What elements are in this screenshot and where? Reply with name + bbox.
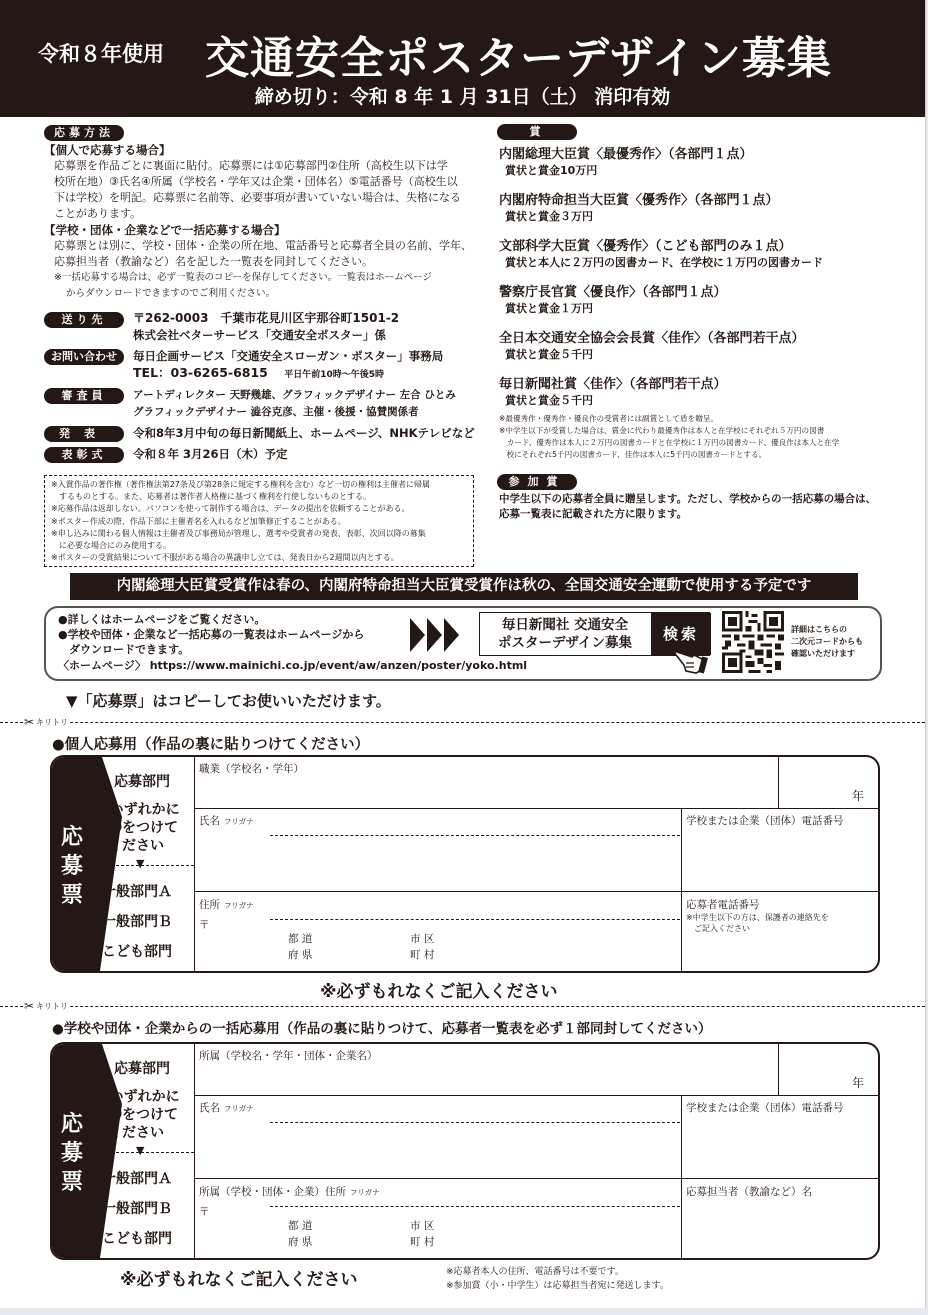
side-label-char: 募 [60, 1141, 83, 1166]
occupation-field[interactable] [195, 757, 778, 808]
instruction-line: ください [108, 1125, 164, 1141]
year-suffix: 年 [852, 789, 865, 803]
individual-heading: 【個人で応募する場合】 [44, 143, 171, 157]
instruction-line: ※いずれかに [96, 1089, 180, 1105]
method-text: 応募票とは別に、学校・団体・企業の所在地、電話番号と応募者全員の名前、学年、 [54, 239, 472, 252]
participation-text [499, 492, 876, 522]
prize-title: 警察庁長官賞〈優良作〉（各部門１点） [499, 285, 727, 300]
occupation-label: 職業（学校名・学年） [199, 763, 304, 775]
participation-line: 中学生以下の応募者全員に贈呈します。ただし、学校からの一括応募の場合は、 [499, 493, 877, 505]
scissors-icon: ✂ [24, 999, 35, 1013]
arrow-right-icon [427, 618, 442, 652]
category-instruction [96, 1088, 180, 1142]
category-option-kids[interactable]: こども部門 [102, 944, 172, 960]
qr-caption-line: 確認いただけます [791, 649, 855, 658]
must-fill-note: ※必ずもれなくご記入ください [120, 1270, 358, 1290]
cut-marker [24, 715, 70, 729]
name-field[interactable] [195, 809, 680, 891]
method-text: 校所在地）③氏名④所属（学校名・学年又は企業・団体名）⑤電話番号（高校生以 [54, 175, 458, 188]
method-text: 応募担当者（教諭など）名を記した一覧表を同封してください。 [54, 255, 373, 268]
name-label-text: 氏名 [199, 1102, 220, 1114]
individual-form-title: ●個人応募用（作品の裏に貼りつけてください） [52, 737, 370, 753]
announce-pill: 発表 [44, 426, 124, 442]
city-text: 町 村 [410, 1236, 435, 1248]
prize-title: 内閣府特命担当大臣賞〈優秀作〉（各部門１点） [499, 193, 779, 208]
search-query-line: 毎日新聞社 交通安全 [501, 617, 629, 633]
group-footer-notes [446, 1265, 669, 1293]
prize-note: 校にそれぞれ5千円の図書カード、佳作は本人に5千円の図書カードとする。 [499, 450, 767, 459]
note-line: ※申し込みに関わる個人情報は主催者及び事務局が管理し、選考や受賞者の発表、表彰、次回以降の募集 [51, 528, 426, 538]
pointing-hand-icon [672, 645, 708, 675]
city-label [410, 931, 434, 963]
cut-label: キリトリ [36, 717, 69, 727]
contact-office: 毎日企画サービス「交通安全スローガン・ポスター」事務局 [133, 349, 444, 363]
furigana-label: フリガナ [350, 1188, 380, 1197]
search-query-line: ポスターデザイン募集 [497, 635, 633, 651]
year-label: 令和８年使用 [38, 42, 164, 66]
participation-pill: 参加賞 [497, 474, 577, 490]
address-label-text: 住所 [199, 899, 220, 911]
cut-marker [24, 999, 70, 1013]
category-option-general-b[interactable]: 一般部門Ｂ [102, 914, 172, 930]
applicant-phone-field[interactable] [682, 935, 879, 971]
prize-note: ※最優秀作・優秀作・優良作の受賞者には副賞として盾を贈呈。 [499, 414, 718, 423]
prize-desc: 賞状と賞金10万円 [505, 164, 598, 177]
qr-caption [791, 624, 863, 660]
side-label-char: 票 [60, 1170, 83, 1195]
prize-item [499, 235, 839, 281]
must-fill-note: ※必ずもれなくご記入ください [320, 982, 558, 1002]
city-label [410, 1218, 434, 1250]
prize-item [499, 373, 839, 413]
category-option-general-a[interactable]: 一般部門Ａ [102, 1171, 172, 1187]
furigana-label: フリガナ [224, 901, 254, 910]
header-banner [0, 0, 925, 117]
affiliation-field[interactable] [195, 1044, 778, 1095]
group-heading: 【学校・団体・企業などで一括応募する場合】 [44, 223, 286, 237]
method-pill: 応募方法 [44, 125, 124, 141]
contact-hours: 平日午前10時〜午後5時 [284, 370, 385, 380]
search-button[interactable]: 検索 [651, 613, 711, 655]
school-phone-label: 学校または企業（団体）電話番号 [686, 815, 844, 827]
method-text: 下は学校）を明記。応募票に名前等、必要事項が書いていない場合は、失格になる [54, 191, 461, 204]
group-form-title: ●学校や団体・企業からの一括応募用（作品の裏に貼りつけて、応募者一覧表を必ず１部同封してください） [52, 1021, 712, 1037]
scissors-icon: ✂ [24, 715, 35, 729]
cut-line [0, 722, 925, 723]
homepage-text [58, 612, 364, 657]
instruction-line: 〇をつけて [108, 1107, 178, 1123]
contact-person-field[interactable] [682, 1202, 879, 1258]
note-line: ご記入ください [686, 924, 750, 933]
cut-label: キリトリ [36, 1001, 69, 1011]
method-text: ことがあります。 [54, 207, 142, 220]
page-title: 交通安全ポスターデザイン募集 [205, 33, 832, 84]
prize-title: 内閣総理大臣賞〈最優秀作〉（各部門１点） [499, 147, 753, 162]
contact-pill: お問い合わせ [44, 349, 124, 365]
prefecture-text: 都 道 [288, 1220, 313, 1232]
year-suffix: 年 [852, 1076, 865, 1090]
deadline: 締め切り：令和 8 年 1 月 31日（土） 消印有効 [254, 86, 671, 108]
group-entry-form [50, 1042, 880, 1260]
qr-caption-line: 詳細はこちらの [791, 625, 847, 634]
prize-list [499, 143, 839, 461]
triangle-down-icon: ▼ [136, 857, 145, 870]
judges-line: アートディレクター 天野幾雄、グラフィックデザイナー 左合 ひとみ [133, 389, 456, 401]
note-line: ※ポスター作成の際、作品下部に主催者名を入れるなど加筆修正することがある。 [51, 516, 346, 526]
footer-note: ※応募者本人の住所、電話番号は不要です。 [446, 1267, 624, 1277]
postal-mark: 〒 [199, 1206, 210, 1218]
prefecture-label [288, 931, 312, 963]
furigana-label: フリガナ [224, 1104, 254, 1113]
method-note: からダウンロードできますのでご利用ください。 [66, 288, 276, 299]
copy-note: ▼「応募票」はコピーしてお使いいただけます。 [66, 692, 391, 710]
city-text: 市 区 [410, 1220, 435, 1232]
method-text: 応募票を作品ごとに裏面に貼付。応募票には①応募部門②住所（高校生以下は学 [54, 159, 448, 172]
affiliation-label: 所属（学校名・学年・団体・企業名） [199, 1050, 378, 1062]
name-field[interactable] [195, 1096, 680, 1178]
postal-mark: 〒 [199, 919, 210, 931]
send-to-address: 〒262-0003 千葉市花見川区宇那谷町1501-2 [133, 311, 400, 325]
side-label [58, 1110, 86, 1197]
judges-line: グラフィックデザイナー 澁谷克彦、主催・後援・協賛関係者 [133, 406, 419, 418]
category-option-kids[interactable]: こども部門 [102, 1231, 172, 1247]
search-query [480, 616, 650, 652]
homepage-url-link[interactable]: 〈ホームページ〉 https://www.mainichi.co.jp/event/aw/anzen/poster/yoko.html [58, 659, 528, 672]
category-option-general-b[interactable]: 一般部門Ｂ [102, 1201, 172, 1217]
method-note: ※一括応募する場合は、必ず一覧表のコピーを保存してください。一覧表はホームページ [54, 272, 432, 283]
cut-line [0, 1006, 925, 1007]
announce-text: 令和8年3月中旬の毎日新聞紙上、ホームページ、NHKテレビなど [133, 426, 475, 440]
qr-caption-line: 二次元コードからも [791, 637, 863, 646]
prize-item [499, 281, 839, 327]
prize-item [499, 143, 839, 189]
prize-desc: 賞状と賞金３万円 [505, 210, 593, 223]
city-text: 町 村 [410, 949, 435, 961]
prefecture-text: 府 県 [288, 949, 313, 961]
instruction-line: 〇をつけて [108, 820, 178, 836]
instruction-line: ※いずれかに [96, 802, 180, 818]
divider [106, 1152, 194, 1153]
arrow-right-icon [410, 618, 425, 652]
homepage-line: ●学校や団体・企業など一括応募の一覧表はホームページから [58, 628, 365, 641]
prize-item [499, 189, 839, 235]
furigana-line [270, 919, 680, 920]
judges-pill: 審査員 [44, 388, 124, 404]
address-field[interactable] [195, 1179, 680, 1258]
side-label-char: 募 [60, 854, 83, 879]
qr-code-icon[interactable] [722, 611, 784, 673]
contact-person-label: 応募担当者（教諭など）名 [686, 1186, 812, 1198]
prize-desc: 賞状と賞金５千円 [505, 394, 593, 407]
prize-note: カード、優秀作は本人に２万円の図書カードと在学校に１万円の図書カード、優良作は本人と在学 [499, 438, 840, 447]
send-to-pill: 送り先 [44, 312, 124, 328]
category-heading: 応募部門 [114, 1061, 170, 1077]
furigana-line [270, 1122, 680, 1123]
note-line: ※中学生以下の方は、保護者の連絡先を [686, 913, 829, 922]
ceremony-text: 令和８年 3月26日（木）予定 [133, 447, 288, 461]
arrow-right-icon [444, 618, 459, 652]
applicant-phone-label: 応募者電話番号 [686, 899, 760, 911]
note-line: ※入賞作品の著作権（著作権法第27条及び第28条に規定する権利を含む）など一切の権利は主催者に帰属 [51, 480, 431, 489]
prize-desc: 賞状と賞金１万円 [505, 302, 593, 315]
category-heading: 応募部門 [114, 774, 170, 790]
prefecture-text: 都 道 [288, 933, 313, 945]
triangle-down-icon: ▼ [136, 1144, 145, 1157]
prefecture-text: 府 県 [288, 1236, 313, 1248]
school-phone-label: 学校または企業（団体）電話番号 [686, 1102, 844, 1114]
school-phone-field[interactable] [682, 1096, 879, 1178]
homepage-line: ダウンロードできます。 [58, 643, 190, 656]
footer-note: ※参加賞（小・中学生）は応募担当者宛に発送します。 [446, 1281, 669, 1291]
prize-desc: 賞状と本人に２万円の図書カード、在学校に１万円の図書カード [505, 256, 824, 269]
prize-title: 毎日新聞社賞〈佳作〉（各部門若干点） [499, 377, 727, 392]
side-label-char: 応 [60, 1112, 83, 1137]
usage-banner: 内閣総理大臣賞受賞作は春の、内閣府特命担当大臣賞受賞作は秋の、全国交通安全運動で使用する予定です [70, 573, 858, 600]
terms-notes-box [44, 475, 474, 567]
prefecture-label [288, 1218, 312, 1250]
city-text: 市 区 [410, 933, 435, 945]
prize-title: 文部科学大臣賞〈優秀作〉（こども部門のみ１点） [499, 239, 792, 254]
side-label [58, 823, 86, 910]
name-label-text: 氏名 [199, 815, 220, 827]
prize-note: ※中学生以下が受賞した場合は、賞金に代わり最優秀作は本人と在学校にそれぞれ５万円の図書 [499, 426, 825, 435]
individual-entry-form [50, 755, 880, 973]
note-line: ※ポスターの受賞結果について不服がある場合の異議申し立ては、発表日から2週間以内とする。 [51, 553, 399, 563]
school-phone-field[interactable] [682, 809, 879, 891]
side-label-char: 応 [60, 825, 83, 850]
prizes-pill: 賞 [497, 124, 577, 140]
contact-phone [133, 365, 384, 383]
category-option-general-a[interactable]: 一般部門Ａ [102, 884, 172, 900]
note-line: に必要な場合にのみ使用する。 [51, 541, 171, 551]
divider [106, 865, 194, 866]
side-label-char: 票 [60, 883, 83, 908]
note-line: ※応募作品は返却しない。パソコンを使って制作する場合は、データの提出を依頼することがある。 [51, 504, 410, 514]
address-field[interactable] [195, 892, 680, 971]
prize-title: 全日本交通安全協会会長賞〈佳作〉（各部門若干点） [499, 331, 805, 346]
participation-line: 応募一覧表に記載された方に限ります。 [499, 508, 688, 520]
instruction-line: ください [108, 838, 164, 854]
prize-item [499, 327, 839, 373]
furigana-line [270, 835, 680, 836]
ceremony-pill: 表彰式 [44, 447, 124, 463]
note-line: するものとする。また、応募者は著作者人格権に基づく権利を行使しないものとする。 [51, 492, 371, 502]
contact-phone-number: TEL：03-6265-6815 [133, 365, 268, 380]
applicant-phone-note [686, 912, 829, 934]
method-section [44, 142, 472, 302]
address-label-text: 所属（学校・団体・企業）住所 [199, 1186, 346, 1198]
arrows-icon [410, 618, 459, 652]
prize-desc: 賞状と賞金５千円 [505, 348, 593, 361]
send-to-company: 株式会社ベターサービス「交通安全ポスター」係 [133, 328, 386, 342]
homepage-line: ●詳しくはホームページをご覧ください。 [58, 613, 266, 626]
furigana-label: フリガナ [224, 817, 254, 826]
furigana-line [270, 1206, 680, 1207]
category-instruction [96, 801, 180, 855]
